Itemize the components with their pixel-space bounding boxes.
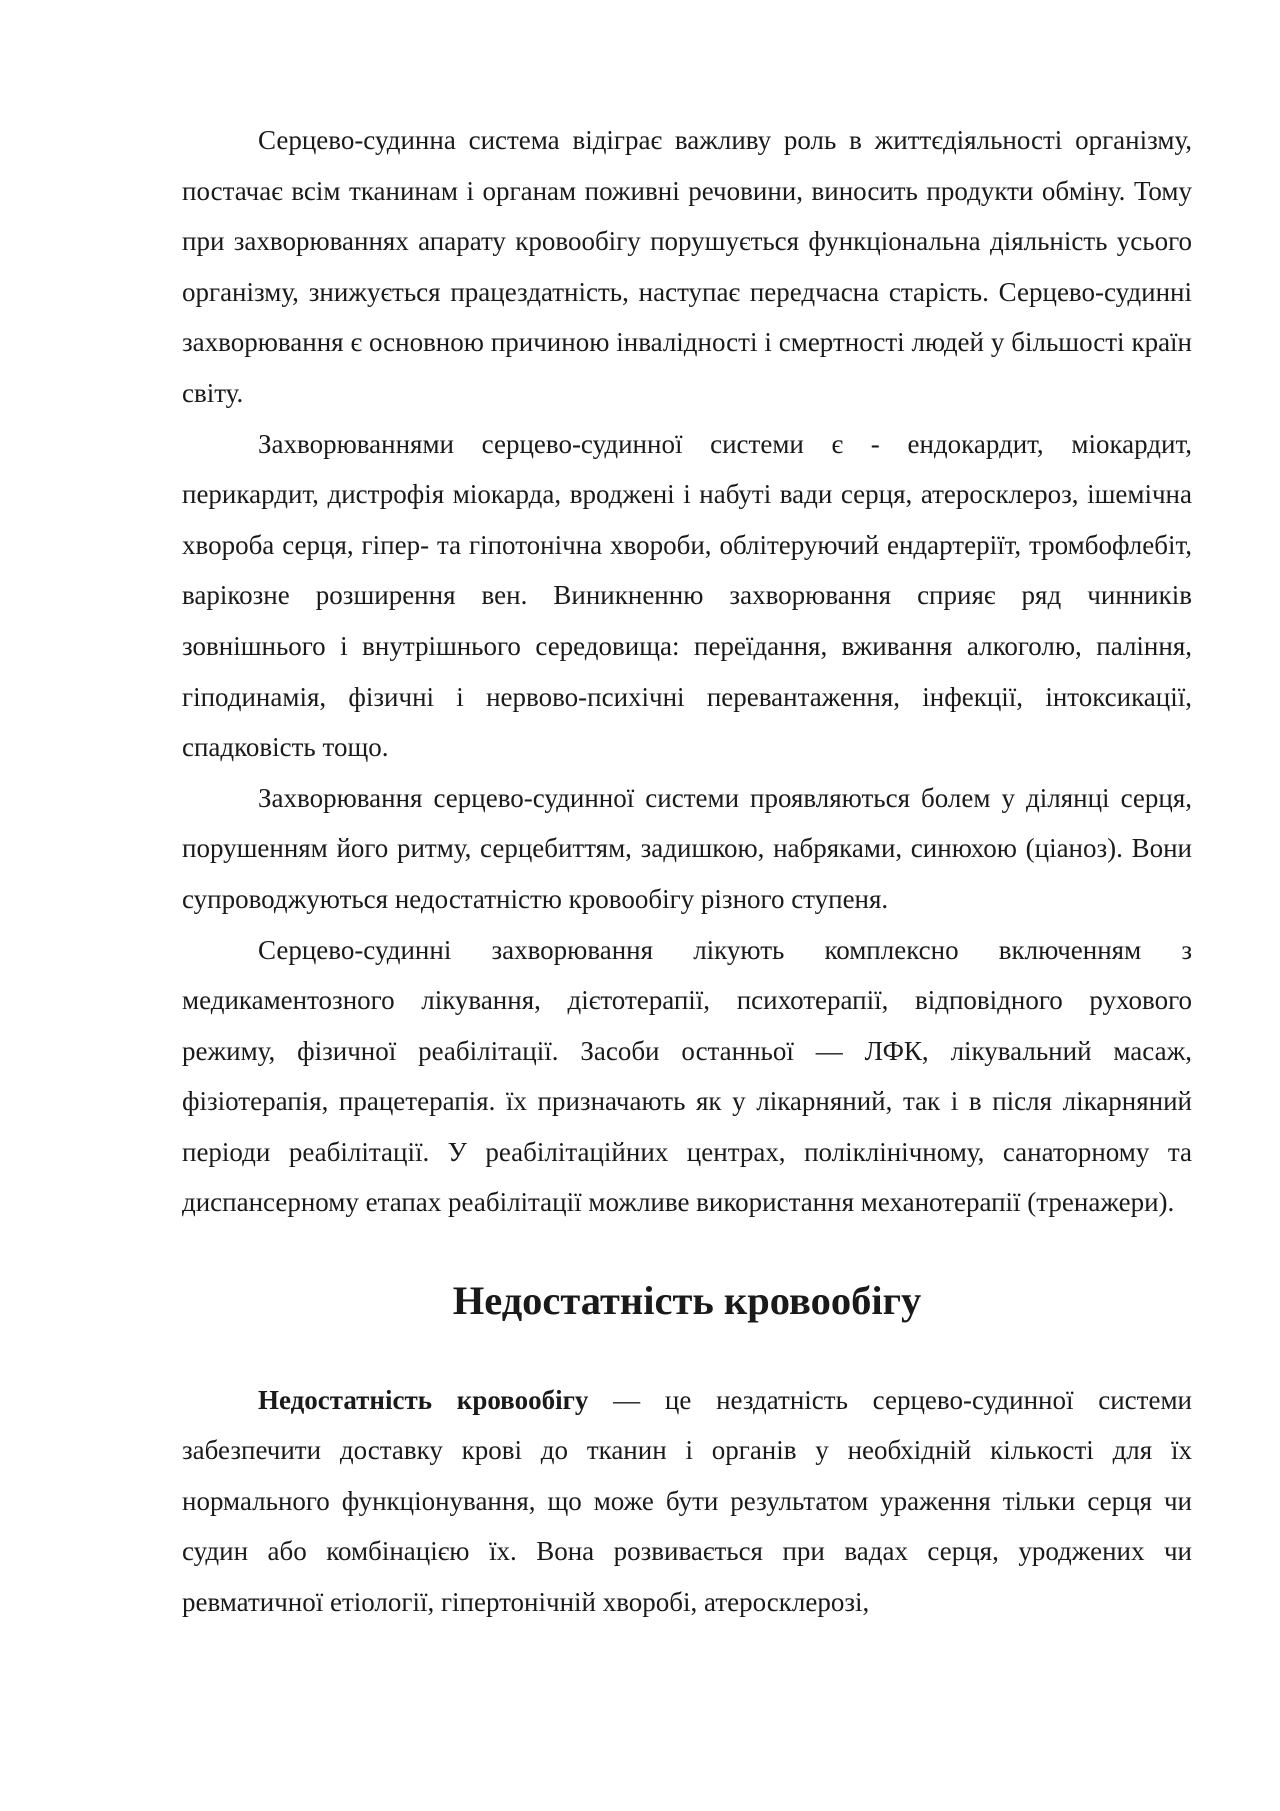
document-body [182, 115, 1192, 1628]
definition-text: — це нездатність серцево-судинної системи забезпечити доставку крові до тканин і органів у необхідній кількості для їх нормального функціонування, що може бути результатом ураження тільки серця чи судин або комбінацією їх. Вона розвивається при вадах серця, уроджених чи ревматичної етіології, гіпертонічній хворобі, атеросклерозі, [182, 1384, 1192, 1618]
paragraph-cardiovascular-role: Серцево-судинна система відіграє важливу роль в життєдіяльності організму, постачає всім тканинам і органам поживні речовини, виносить продукти обміну. Тому при захворюваннях апарату кровообігу порушується функціональна діяльність усього організму, знижується працездатність, наступає передчасна старість. Серцево-судинні захворювання є основною причиною інвалідності і смертності людей у більшості країн світу. [182, 125, 1192, 408]
definition-term: Недостатність кровообігу [258, 1384, 589, 1415]
paragraph-symptoms: Захворювання серцево-судинної системи проявляються болем у ділянці серця, порушенням його ритму, серцебиттям, задишкою, набряками, синюхою (ціаноз). Вони супроводжуються недостатністю кровообігу різного ступеня. [182, 782, 1192, 914]
paragraph-treatment: Серцево-судинні захворювання лікують комплексно включенням з медикаментозного лікування, дієтотерапії, психотерапії, відповідного рухового режиму, фізичної реабілітації. Засоби останньої — ЛФК, лікувальний масаж, фізіотерапія, працетерапія. їх призначають як у лікарняний, так і в після лікарняний періоди реабілітації. У реабілітаційних центрах, поліклінічному, санаторному та диспансерному етапах реабілітації можливе використання механотерапії (тренажери). [182, 934, 1192, 1218]
paragraph-definition [182, 1375, 1192, 1628]
section-heading: Недостатність кровообігу [452, 1278, 922, 1324]
paragraph-cardiovascular-diseases: Захворюваннями серцево-судинної системи є - ендокардит, міокардит, перикардит, дистрофія міокарда, вроджені і набуті вади серця, атеросклероз, ішемічна хвороба серця, гіпер- та гіпотонічна хвороби, облітеруючий ендартеріїт, тромбофлебіт, варікозне розширення вен. Виникненню захворювання сприяє ряд чинників зовнішнього і внутрішнього середовища: переїдання, вживання алкоголю, паління, гіподинамія, фізичні і нервово-психічні перевантаження, інфекції, інтоксикації, спадковість тощо. [182, 428, 1192, 763]
